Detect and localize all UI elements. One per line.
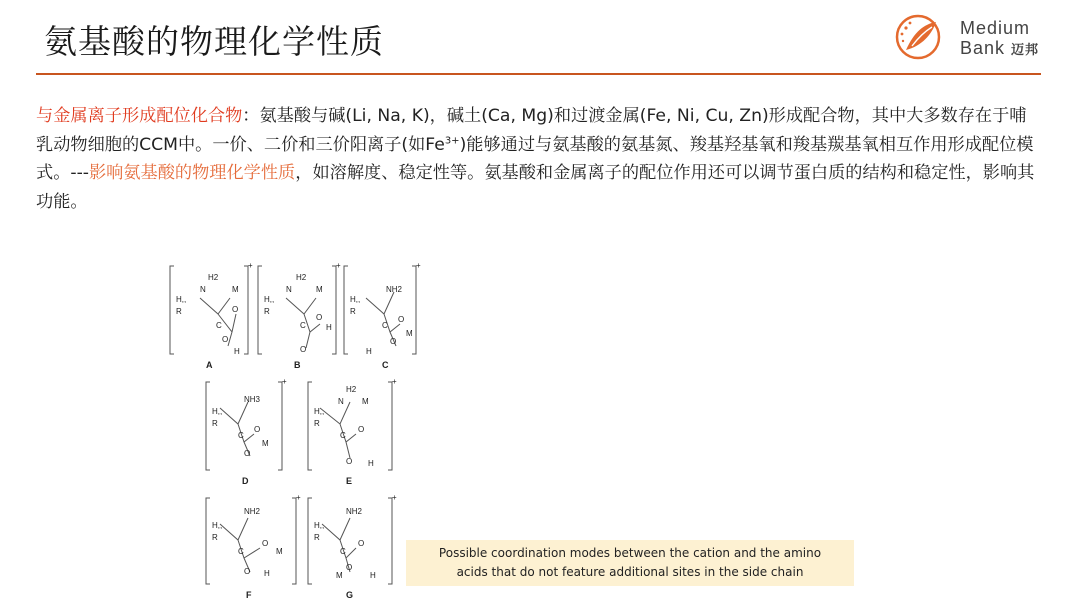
svg-text:C: C [382, 321, 388, 330]
svg-text:H2: H2 [208, 273, 219, 282]
svg-text:O: O [262, 539, 269, 548]
svg-text:R: R [314, 533, 320, 542]
svg-text:H,,: H,, [264, 295, 275, 304]
svg-text:C: C [340, 431, 346, 440]
paragraph-part2: )能够通过与氨基酸的氨基氮、羧基羟基氧和羧基羰基氧相互作用形成配位模式。--- [36, 134, 1034, 183]
svg-text:O: O [358, 425, 365, 434]
svg-text:+: + [248, 262, 253, 270]
slide-title: 氨基酸的物理化学性质 [44, 22, 384, 61]
svg-text:H: H [366, 347, 372, 356]
svg-text:O: O [244, 567, 251, 576]
svg-text:H: H [234, 347, 240, 356]
body-paragraph [36, 102, 1041, 216]
svg-text:M: M [232, 285, 239, 294]
label-g: G [346, 590, 354, 600]
svg-text:H,,: H,, [212, 521, 223, 530]
caption-line-1: Possible coordination modes between the cation and the amino [438, 546, 822, 560]
svg-text:O: O [244, 449, 251, 458]
label-e: E [346, 476, 353, 486]
svg-text:C: C [300, 321, 306, 330]
svg-text:O: O [390, 337, 397, 346]
svg-text:M: M [406, 329, 413, 338]
svg-text:M: M [316, 285, 323, 294]
svg-text:R: R [212, 419, 218, 428]
svg-text:H: H [264, 569, 270, 578]
svg-text:H2: H2 [346, 385, 357, 394]
svg-text:H: H [326, 323, 332, 332]
paragraph-part1: ：氨基酸与碱(Li, Na, K)，碱土(Ca, Mg)和过渡金属(Fe, Ni, Cu, Zn)形成配合物，其中大多数存在于哺乳动物细胞的CCM中。一价、二价和三价阳离子(如Fe [36, 106, 1027, 155]
svg-text:C: C [238, 547, 244, 556]
svg-text:R: R [350, 307, 356, 316]
highlight-lead: 与金属离子形成配位化合物 [36, 106, 243, 126]
svg-text:M: M [336, 571, 343, 580]
svg-text:O: O [222, 335, 229, 344]
svg-text:H2: H2 [296, 273, 307, 282]
svg-text:N: N [286, 285, 292, 294]
caption-line-2: acids that do not feature additional sites in the side chain [456, 565, 804, 579]
svg-text:H,,: H,, [350, 295, 361, 304]
svg-text:M: M [276, 547, 283, 556]
svg-text:R: R [176, 307, 182, 316]
label-f: F [246, 590, 252, 600]
svg-text:NH2: NH2 [244, 507, 261, 516]
svg-text:+: + [392, 377, 397, 386]
svg-text:+: + [296, 493, 301, 502]
svg-text:H,,: H,, [176, 295, 187, 304]
svg-text:H,,: H,, [314, 521, 325, 530]
svg-text:NH3: NH3 [244, 395, 261, 404]
svg-text:+: + [416, 262, 421, 270]
svg-text:O: O [398, 315, 405, 324]
svg-text:R: R [264, 307, 270, 316]
svg-text:O: O [300, 345, 307, 354]
svg-text:H,,: H,, [314, 407, 325, 416]
title-divider [36, 73, 1041, 75]
svg-text:C: C [238, 431, 244, 440]
svg-text:H: H [368, 459, 374, 468]
svg-text:H,,: H,, [212, 407, 223, 416]
svg-text:N: N [200, 285, 206, 294]
label-b: B [294, 360, 301, 370]
label-c: C [382, 360, 389, 370]
coordination-modes-figure [160, 262, 430, 602]
svg-text:O: O [316, 313, 323, 322]
label-a: A [206, 360, 213, 370]
svg-text:+: + [282, 377, 287, 386]
figure-caption [406, 540, 854, 586]
logo-wordmark-bank: Bank 迈邦 [960, 38, 1040, 58]
paragraph-part3: ，如溶解度、稳定性等。氨基酸和金属离子的配位作用还可以调节蛋白质的结构和稳定性，影响其功能。 [36, 163, 1035, 212]
svg-text:O: O [358, 539, 365, 548]
svg-text:NH2: NH2 [346, 507, 363, 516]
svg-text:O: O [346, 457, 353, 466]
svg-text:NH2: NH2 [386, 285, 403, 294]
highlight-mid: 影响氨基酸的物理化学性质 [88, 163, 296, 183]
svg-text:O: O [232, 305, 239, 314]
svg-text:R: R [314, 419, 320, 428]
svg-text:O: O [346, 563, 353, 572]
svg-text:M: M [362, 397, 369, 406]
svg-text:H: H [370, 571, 376, 580]
svg-text:C: C [216, 321, 222, 330]
svg-text:+: + [392, 493, 397, 502]
superscript-charge: 3+ [444, 134, 460, 146]
svg-text:M: M [262, 439, 269, 448]
svg-text:N: N [338, 397, 344, 406]
logo-wordmark-medium: Medium [960, 18, 1031, 38]
svg-text:C: C [340, 547, 346, 556]
label-d: D [242, 476, 249, 486]
svg-text:R: R [212, 533, 218, 542]
svg-text:+: + [336, 262, 341, 270]
svg-text:O: O [254, 425, 261, 434]
